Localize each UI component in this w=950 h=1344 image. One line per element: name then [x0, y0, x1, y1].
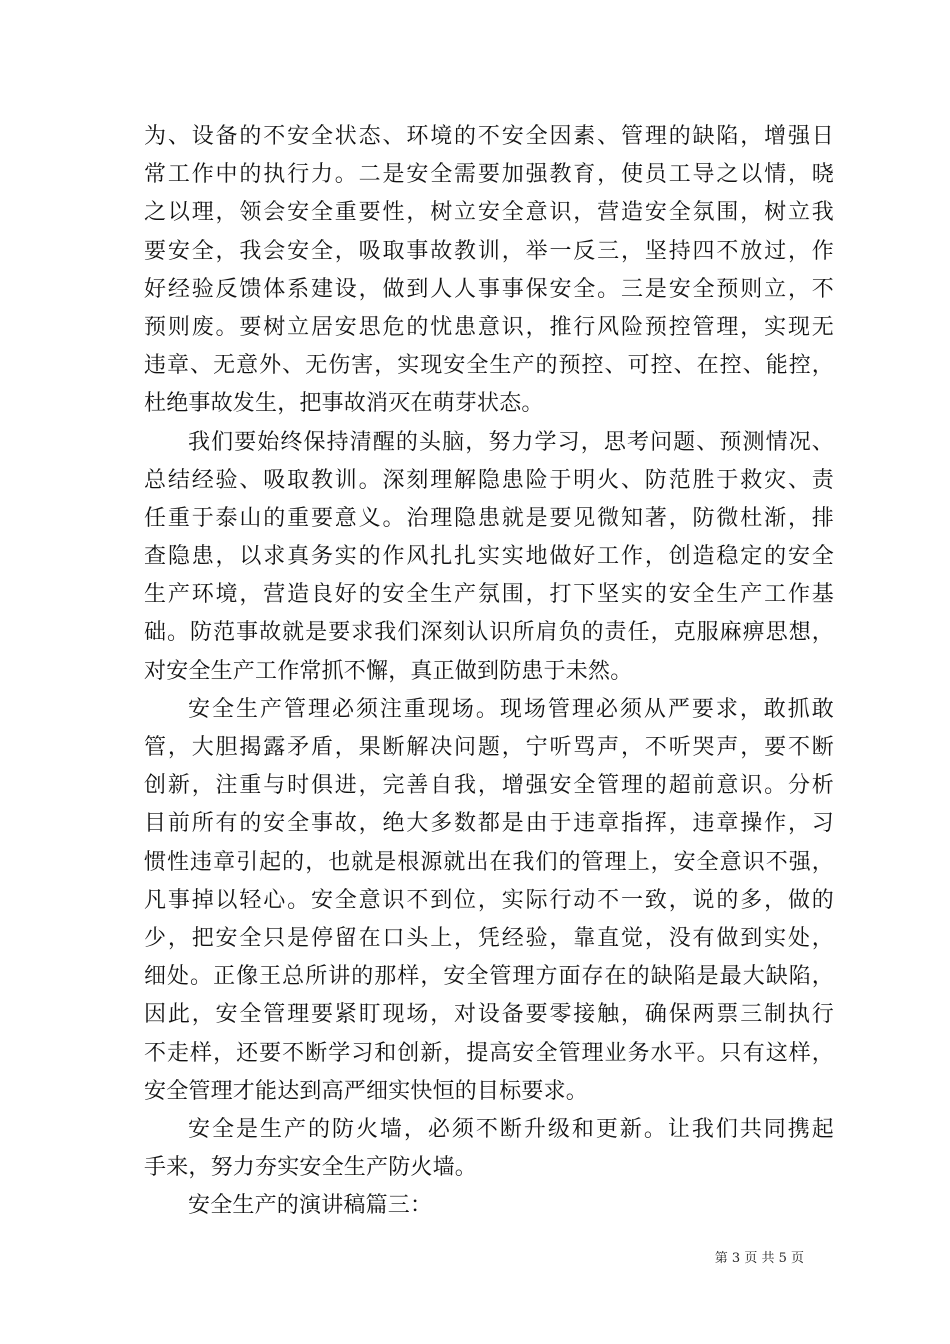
text-line: 惯性违章引起的，也就是根源就出在我们的管理上，安全意识不强，	[144, 849, 834, 875]
text-line: 管，大胆揭露矛盾，果断解决问题，宁听骂声，不听哭声，要不断	[144, 735, 834, 760]
text-line: 少，把安全只是停留在口头上，凭经验，靠直觉，没有做到实处，	[144, 925, 834, 951]
text-line: 对安全生产工作常抓不懈，真正做到防患于未然。	[144, 658, 633, 684]
text-line: 总结经验、吸取教训。深刻理解隐患险于明火、防范胜于救灾、责	[144, 467, 834, 493]
text-line: 安全生产管理必须注重现场。现场管理必须从严要求，敢抓敢	[188, 696, 834, 722]
text-line: 为、设备的不安全状态、环境的不安全因素、管理的缺陷，增强日	[144, 124, 834, 149]
page-number-footer	[715, 1247, 804, 1266]
text-line: 好经验反馈体系建设，做到人人事事保安全。三是安全预则立，不	[144, 276, 834, 302]
page-number-label: 第 3 页 共 5 页	[714, 1251, 804, 1266]
text-line: 细处。正像王总所讲的那样，安全管理方面存在的缺陷是最大缺陷，	[144, 964, 834, 990]
text-line: 安全是生产的防火墙，必须不断升级和更新。让我们共同携起	[188, 1116, 834, 1142]
text-line: 违章、无意外、无伤害，实现安全生产的预控、可控、在控、能控，	[144, 353, 834, 379]
text-line: 要安全，我会安全，吸取事故教训，举一反三，坚持四不放过，作	[144, 238, 834, 264]
text-line: 查隐患，以求真务实的作风扎扎实实地做好工作，创造稳定的安全	[144, 544, 834, 570]
text-line: 我们要始终保持清醒的头脑，努力学习，思考问题、预测情况、	[188, 429, 834, 455]
text-line: 因此，安全管理要紧盯现场，对设备要零接触，确保两票三制执行	[144, 1002, 834, 1028]
text-line: 生产环境，营造良好的安全生产氛围，打下坚实的安全生产工作基	[144, 582, 834, 608]
text-line: 凡事掉以轻心。安全意识不到位，实际行动不一致，说的多，做的	[144, 887, 834, 913]
text-line: 常工作中的执行力。二是安全需要加强教育，使员工导之以情，晓	[144, 162, 834, 188]
text-line: 础。防范事故就是要求我们深刻认识所肩负的责任，克服麻痹思想，	[144, 620, 834, 646]
text-line: 任重于泰山的重要意义。治理隐患就是要见微知著，防微杜渐，排	[144, 505, 834, 531]
text-line: 不走样，还要不断学习和创新，提高安全管理业务水平。只有这样，	[144, 1040, 834, 1066]
text-line: 安全生产的演讲稿篇三：	[188, 1193, 433, 1219]
text-line: 安全管理才能达到高严细实快恒的目标要求。	[144, 1078, 589, 1104]
text-line: 创新，注重与时俱进，完善自我，增强安全管理的超前意识。分析	[144, 773, 834, 799]
text-line: 之以理，领会安全重要性，树立安全意识，营造安全氛围，树立我	[144, 200, 834, 226]
text-line: 杜绝事故发生，把事故消灭在萌芽状态。	[144, 391, 544, 417]
text-line: 手来，努力夯实安全生产防火墙。	[144, 1155, 478, 1181]
document-body	[144, 118, 834, 1225]
text-line: 预则废。要树立居安思危的忧患意识，推行风险预控管理，实现无	[144, 314, 834, 340]
text-line: 目前所有的安全事故，绝大多数都是由于违章指挥，违章操作，习	[144, 811, 834, 837]
